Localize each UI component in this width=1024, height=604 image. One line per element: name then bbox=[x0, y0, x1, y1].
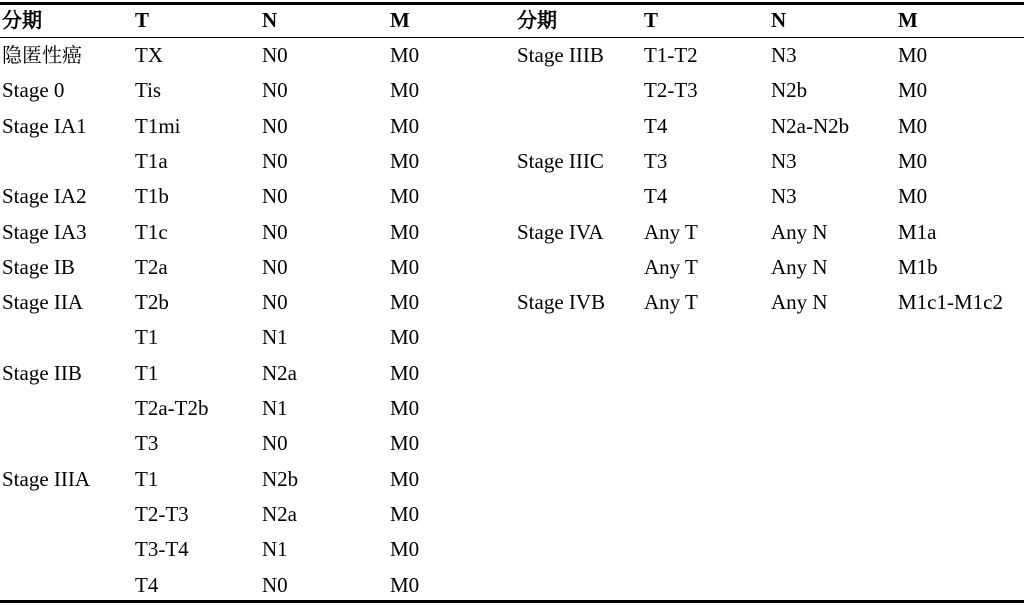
t-cell: T2-T3 bbox=[135, 501, 189, 526]
n-cell: N0 bbox=[262, 290, 288, 315]
m-cell: M0 bbox=[390, 572, 420, 597]
m-cell: M1a bbox=[898, 219, 937, 244]
m-cell: M1c1-M1c2 bbox=[898, 290, 1003, 315]
stage-cell: Stage IA1 bbox=[2, 113, 87, 138]
stage-cell: Stage IB bbox=[2, 254, 75, 279]
right-header-t: T bbox=[644, 8, 659, 32]
n-cell: N2a bbox=[262, 501, 297, 526]
m-cell: M0 bbox=[390, 148, 420, 173]
m-cell: M0 bbox=[390, 254, 420, 279]
m-cell: M0 bbox=[390, 219, 420, 244]
n-cell: N0 bbox=[262, 148, 288, 173]
n-cell: N0 bbox=[262, 184, 288, 209]
m-cell: M0 bbox=[390, 78, 420, 103]
left-header-m: M bbox=[390, 8, 410, 32]
n-cell: N3 bbox=[771, 148, 797, 173]
n-cell: Any N bbox=[771, 254, 828, 279]
stage-cell: Stage IVB bbox=[517, 290, 606, 315]
m-cell: M0 bbox=[390, 466, 420, 491]
m-cell: M0 bbox=[390, 537, 420, 562]
m-cell: M0 bbox=[898, 43, 928, 67]
n-cell: N1 bbox=[262, 537, 288, 562]
m-cell: M0 bbox=[390, 360, 420, 385]
t-cell: Any T bbox=[644, 290, 698, 315]
stage-cell: Stage IIA bbox=[2, 290, 84, 315]
t-cell: Any T bbox=[644, 219, 698, 244]
t-cell: T3 bbox=[644, 148, 668, 173]
t-cell: T3-T4 bbox=[135, 537, 189, 562]
n-cell: N0 bbox=[262, 254, 288, 279]
m-cell: M0 bbox=[390, 113, 420, 138]
t-cell: T2a-T2b bbox=[135, 396, 209, 420]
t-cell: T1 bbox=[135, 466, 159, 491]
m-cell: M0 bbox=[898, 113, 928, 138]
stage-cell: 隐匿性癌 bbox=[2, 43, 82, 67]
right-header-n: N bbox=[771, 8, 787, 32]
m-cell: M0 bbox=[898, 148, 928, 173]
n-cell: N1 bbox=[262, 325, 288, 350]
stage-cell: Stage IIIB bbox=[517, 43, 604, 67]
header-rule bbox=[0, 37, 1024, 38]
stage-cell: Stage IIIA bbox=[2, 466, 91, 491]
m-cell: M0 bbox=[898, 78, 928, 103]
t-cell: T1 bbox=[135, 360, 159, 385]
stage-cell: Stage IA2 bbox=[2, 184, 87, 209]
bottom-rule bbox=[0, 600, 1024, 603]
n-cell: Any N bbox=[771, 290, 828, 315]
stage-cell: Stage IIIC bbox=[517, 148, 604, 173]
m-cell: M1b bbox=[898, 254, 938, 279]
t-cell: T4 bbox=[135, 572, 159, 597]
n-cell: N1 bbox=[262, 396, 288, 420]
n-cell: N3 bbox=[771, 184, 797, 209]
n-cell: N3 bbox=[771, 43, 797, 67]
left-header-n: N bbox=[262, 8, 278, 32]
t-cell: T1c bbox=[135, 219, 168, 244]
n-cell: N0 bbox=[262, 431, 288, 456]
t-cell: Any T bbox=[644, 254, 698, 279]
n-cell: N0 bbox=[262, 43, 288, 67]
n-cell: N2a bbox=[262, 360, 297, 385]
m-cell: M0 bbox=[390, 43, 420, 67]
stage-cell: Stage IIB bbox=[2, 360, 82, 385]
top-rule bbox=[0, 2, 1024, 5]
t-cell: T1-T2 bbox=[644, 43, 698, 67]
stage-cell: Stage IVA bbox=[517, 219, 604, 244]
t-cell: T3 bbox=[135, 431, 159, 456]
m-cell: M0 bbox=[898, 184, 928, 209]
m-cell: M0 bbox=[390, 396, 420, 420]
t-cell: T1 bbox=[135, 325, 159, 350]
left-header-t: T bbox=[135, 8, 150, 32]
n-cell: N2b bbox=[262, 466, 299, 491]
n-cell: N0 bbox=[262, 572, 288, 597]
n-cell: N0 bbox=[262, 78, 288, 103]
t-cell: T1mi bbox=[135, 113, 181, 138]
n-cell: N2b bbox=[771, 78, 808, 103]
right-header-m: M bbox=[898, 8, 918, 32]
t-cell: T1b bbox=[135, 184, 169, 209]
n-cell: N0 bbox=[262, 219, 288, 244]
n-cell: N0 bbox=[262, 113, 288, 138]
t-cell: T4 bbox=[644, 113, 668, 138]
m-cell: M0 bbox=[390, 184, 420, 209]
left-header-stage: 分期 bbox=[2, 8, 42, 32]
t-cell: T4 bbox=[644, 184, 668, 209]
n-cell: Any N bbox=[771, 219, 828, 244]
t-cell: TX bbox=[135, 43, 163, 67]
t-cell: T2b bbox=[135, 290, 169, 315]
stage-cell: Stage IA3 bbox=[2, 219, 87, 244]
m-cell: M0 bbox=[390, 290, 420, 315]
m-cell: M0 bbox=[390, 501, 420, 526]
t-cell: Tis bbox=[135, 78, 162, 103]
n-cell: N2a-N2b bbox=[771, 113, 850, 138]
t-cell: T1a bbox=[135, 148, 168, 173]
t-cell: T2a bbox=[135, 254, 168, 279]
stage-cell: Stage 0 bbox=[2, 78, 65, 103]
t-cell: T2-T3 bbox=[644, 78, 698, 103]
right-header-stage: 分期 bbox=[517, 8, 557, 32]
m-cell: M0 bbox=[390, 431, 420, 456]
m-cell: M0 bbox=[390, 325, 420, 350]
